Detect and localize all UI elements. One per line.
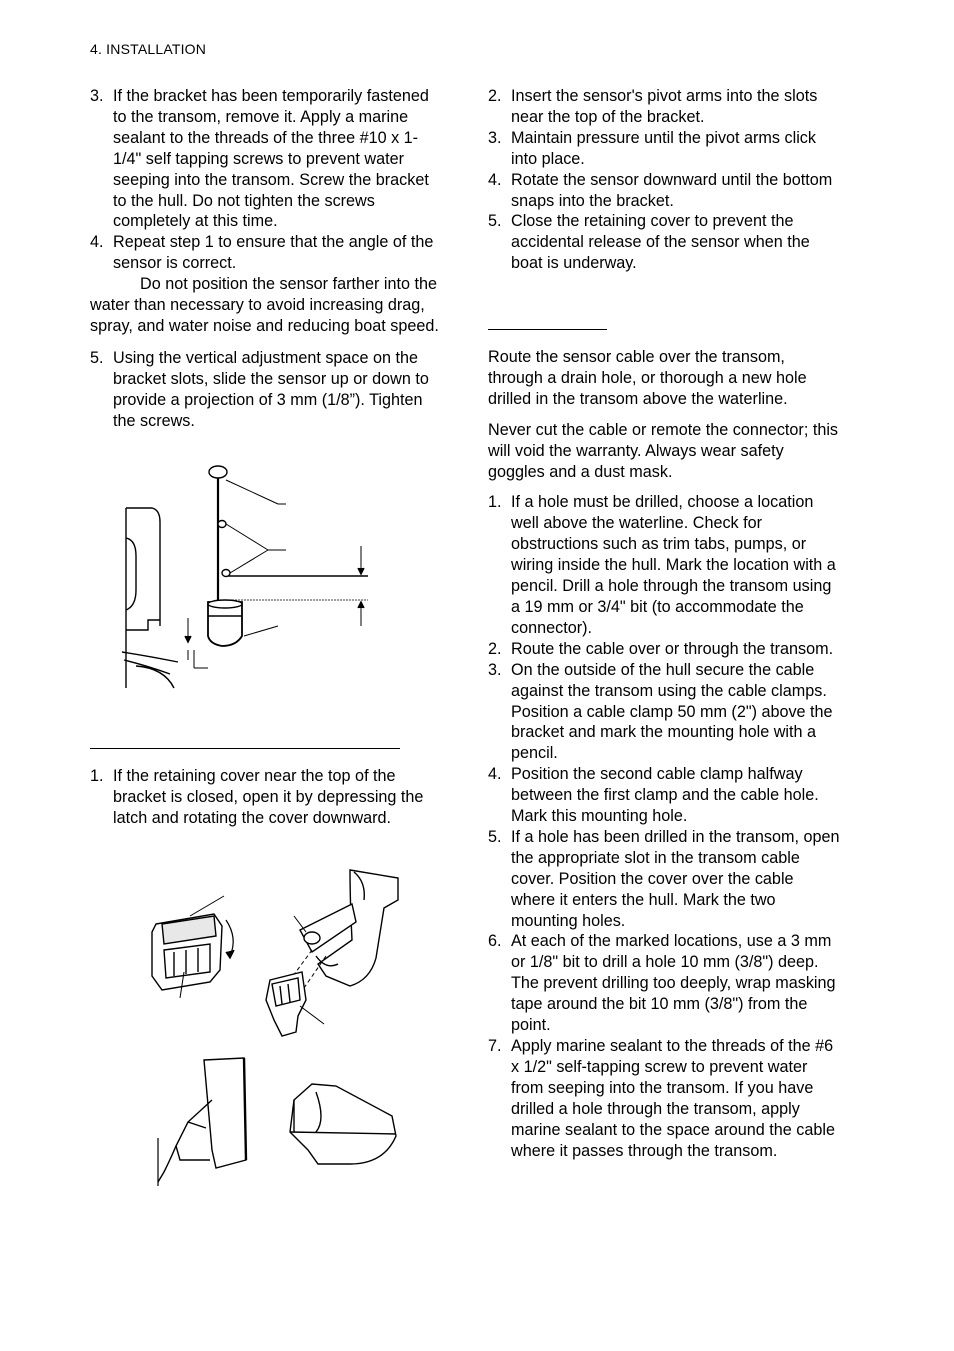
- step-text: Close the retaining cover to prevent the accidental release of the sensor when the boat is underway.: [511, 212, 810, 273]
- list-item: [488, 931, 840, 1036]
- step-number: 3.: [488, 128, 502, 147]
- list-item: [488, 639, 840, 660]
- right-column: [488, 86, 840, 274]
- step-number: 7.: [488, 1037, 502, 1055]
- list-item: [488, 827, 840, 932]
- step-text: If the retaining cover near the top of the bracket is closed, open it by depressing the latch and rotating the cover downward.: [113, 767, 424, 827]
- sensor-projection-diagram: [118, 460, 378, 692]
- list-item: [488, 170, 840, 212]
- route-paragraph: Route the sensor cable over the transom, through a drain hole, or thorough a new hole drilled in the transom above the waterline.: [488, 348, 807, 408]
- list-item: [488, 492, 840, 638]
- step-number: 5.: [488, 212, 502, 231]
- step-number: 5.: [90, 348, 104, 367]
- step-number: 6.: [488, 932, 502, 951]
- step-text: Insert the sensor's pivot arms into the slots near the top of the bracket.: [511, 87, 818, 126]
- step-text: At each of the marked locations, use a 3 mm or 1/8" bit to drill a hole 10 mm (3/8") deep. The prevent drilling too deeply, wrap masking tape around the bit 10 mm (3/8") from the point.: [511, 932, 836, 1035]
- left-column: [90, 86, 442, 432]
- steps-list-b: [90, 348, 442, 432]
- step-number: 2.: [488, 639, 502, 658]
- sensor-installed-closed-figure: [290, 1084, 396, 1164]
- step-number: 3.: [488, 660, 502, 679]
- list-item: [488, 211, 840, 274]
- steps-list-a: [90, 86, 442, 274]
- list-item: [488, 1036, 840, 1161]
- step-number: 1.: [488, 493, 502, 512]
- step-text: Using the vertical adjustment space on the bracket slots, slide the sensor up or down to provide a projection of 3 mm (1/8”). Tighten the screws.: [113, 348, 429, 430]
- step-text: On the outside of the hull secure the cable against the transom using the cable clamps. Position a cable clamp 50 mm (2") above the bracket and mark the mounting hole with a pencil.: [511, 660, 833, 763]
- step-number: 2.: [488, 87, 502, 105]
- step-text: Route the cable over or through the transom.: [511, 639, 834, 658]
- list-item: [90, 86, 442, 232]
- step-text: If a hole must be drilled, choose a location well above the waterline. Check for obstructions such as trim tabs, pumps, or wiring inside the hull. Mark the location with a pencil. Drill a hole through the transom using a 19 mm or 3/4" bit (to accommodate the connector).: [511, 493, 836, 637]
- step-number: 3.: [90, 87, 104, 105]
- section-divider: [488, 329, 607, 330]
- sensor-insert-figure: [266, 870, 398, 1036]
- step-number: 5.: [488, 827, 502, 846]
- step-number: 1.: [90, 767, 104, 785]
- list-item: [488, 86, 840, 128]
- steps-list-d: [488, 86, 840, 274]
- step-text: Position the second cable clamp halfway between the first clamp and the cable hole. Mark this mounting hole.: [511, 765, 819, 826]
- step-text: If the bracket has been temporarily fastened to the transom, remove it. Apply a marine sealant to the threads of the three #10 x 1-1/4" self tapping screws to prevent water seeping into the transom. Screw the bracket to the hull. Do not tighten the screws completely at this time.: [113, 87, 429, 231]
- step-text: Repeat step 1 to ensure that the angle of the sensor is correct.: [113, 233, 434, 273]
- list-item: [488, 764, 840, 827]
- steps-list-c: [90, 766, 442, 829]
- step-text: Rotate the sensor downward until the bottom snaps into the bracket.: [511, 170, 833, 210]
- step-text: Apply marine sealant to the threads of the #6 x 1/2" self-tapping screw to prevent water from seeping into the transom. If you have drilled a hole through the transom, apply marine sealant to the space around the cable where it passes through the transom.: [511, 1037, 835, 1160]
- step-text: If a hole has been drilled in the transom, open the appropriate slot in the transom cable cover. Position the cover over the cable where it enters the hull. Mark the two mounting holes.: [511, 827, 840, 930]
- sensor-installed-side-figure: [158, 1058, 246, 1186]
- list-item: [90, 766, 442, 829]
- sensor-mounting-diagram: [140, 860, 420, 1190]
- step-number: 4.: [488, 765, 502, 784]
- step-number: 4.: [90, 233, 104, 252]
- list-item: [90, 348, 442, 432]
- bracket-cover-figure: [152, 896, 234, 998]
- list-item: [488, 128, 840, 170]
- step-text: Maintain pressure until the pivot arms click into place.: [511, 128, 816, 168]
- step-number: 4.: [488, 170, 502, 189]
- warning-paragraph: Never cut the cable or remote the connector; this will void the warranty. Always wear safety goggles and a dust mask.: [488, 420, 839, 481]
- list-item: [488, 660, 840, 765]
- right-column-lower: [488, 347, 840, 1161]
- list-item: [90, 232, 442, 274]
- section-header: 4. INSTALLATION: [90, 41, 207, 57]
- left-column-lower: [90, 766, 442, 829]
- section-divider: [90, 748, 400, 749]
- note-paragraph: Do not position the sensor farther into the water than necessary to avoid increasing drag, spray, and water noise and reducing boat speed.: [90, 275, 439, 335]
- steps-list-e: [488, 492, 840, 1161]
